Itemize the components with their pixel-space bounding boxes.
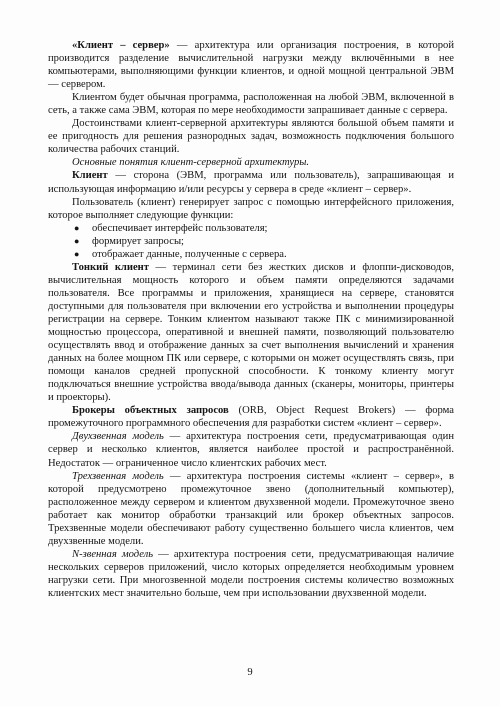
definition-two-tier-model: — архитектура построения сети, предусматривающая один сервер и несколько клиентов, является наиболее простой и распространённой. Недостаток — ограниченное число клиентских рабочих мест. xyxy=(48,431,454,469)
bullet-icon: ● xyxy=(74,248,80,259)
definition-brokers: (ORB, Object Request Brokers) — форма промежуточного программного обеспечения для разработки систем «клиент – сервер». xyxy=(48,405,454,430)
list-item-text: формирует запросы; xyxy=(92,235,185,247)
term-two-tier-model: Двухзвенная модель xyxy=(72,431,164,443)
term-client: Клиент xyxy=(72,170,108,182)
term-three-tier-model: Трехзвенная модель xyxy=(72,470,164,482)
term-thin-client: Тонкий клиент xyxy=(72,261,149,273)
bullet-icon: ● xyxy=(74,235,80,246)
term-brokers: Брокеры объектных запросов xyxy=(72,405,229,417)
bullet-icon: ● xyxy=(74,222,80,233)
functions-list xyxy=(48,222,454,261)
paragraph-user-client: Пользователь (клиент) генерирует запрос с помощью интерфейсного приложения, которое выполняет следующие функции: xyxy=(48,196,454,221)
definition-n-tier-model: — архитектура построения сети, предусматривающая наличие нескольких серверов приложений, число которых определяется необходимым уровнем нагрузки сети. При многозвенной модели построения системы количество возможных клиентских мест значительно больше, чем при использовании двухзвенной модели. xyxy=(48,548,454,599)
paragraph-three-tier-model xyxy=(48,470,454,548)
definition-client-server: — архитектура или организация построения, в которой производится разделение вычислительной нагрузки между включёнными в нее компьютерами, выполняющими функции клиентов, и одной мощной центральной ЭВМ — сервером. xyxy=(48,40,455,91)
list-item-text: обеспечивает интерфейс пользователя; xyxy=(92,222,268,234)
list-item xyxy=(48,235,454,248)
term-client-server: «Клиент – сервер» xyxy=(72,40,170,51)
paragraph-brokers xyxy=(48,404,454,430)
paragraph-two-tier-model xyxy=(48,430,454,469)
list-item xyxy=(48,222,454,235)
page-number: 9 xyxy=(247,667,253,678)
list-item xyxy=(48,248,454,261)
paragraph-client-program: Клиентом будет обычная программа, расположенная на любой ЭВМ, включенной в сеть, а также сама ЭВМ, которая по мере необходимости запрашивает данные с сервера. xyxy=(48,92,454,117)
paragraph-n-tier-model xyxy=(48,548,454,600)
paragraph-thin-client xyxy=(48,261,454,405)
term-n-tier-model: N-звенная модель xyxy=(72,548,154,560)
paragraph-advantages: Достоинствами клиент-серверной архитектуры являются большой объем памяти и ее пригодность для решения разнородных задач, возможность подключения большого количества рабочих станций. xyxy=(48,118,454,156)
definition-thin-client: — терминал сети без жестких дисков и флоппи-дисководов, вычислительная мощность которого и объем памяти определяются задачами пользователя. Все программы и приложения, хранящиеся на сервере, становятся доступными для пользователя при включении его устройства и выполнении процедуры регистрации на сервере. Тонким клиентом называют также ПК с минимизированной мощностью процессора, оперативной и внешней памяти, позволяющий пользователю осуществлять ввод и отображение данных за счет выполнения вычислений и хранения данных на более мощном ПК или сервере, с которыми он может осуществлять связь, при помощи каналов средней пропускной способности. К тонкому клиенту могут подключаться внешние устройства ввода/вывода данных (сканеры, мониторы, принтеры и проекторы). xyxy=(48,261,454,404)
definition-three-tier-model: — архитектура построения системы «клиент – сервер», в которой предусмотрено промежуточное звено (дополнительный компьютер), расположенное между сервером и клиентом двухзвенной модели. Промежуточное звено работает как монитор обработки транзакций или брокер объектных запросов. Трехзвенные модели обеспечивают работу существенно большего числа клиентов, чем двухзвенные модели. xyxy=(48,470,455,547)
section-heading-basic-concepts: Основные понятия клиент-серверной архитектуры. xyxy=(72,157,310,169)
definition-client: — сторона (ЭВМ, программа или пользователь), запрашивающая и использующая информацию и/или ресурсы у сервера в среде «клиент – сервер». xyxy=(48,170,454,195)
paragraph-client-definition xyxy=(48,169,454,195)
list-item-text: отображает данные, полученные с сервера. xyxy=(92,248,287,260)
body-text xyxy=(48,39,454,600)
paragraph-client-server-definition xyxy=(48,39,454,91)
